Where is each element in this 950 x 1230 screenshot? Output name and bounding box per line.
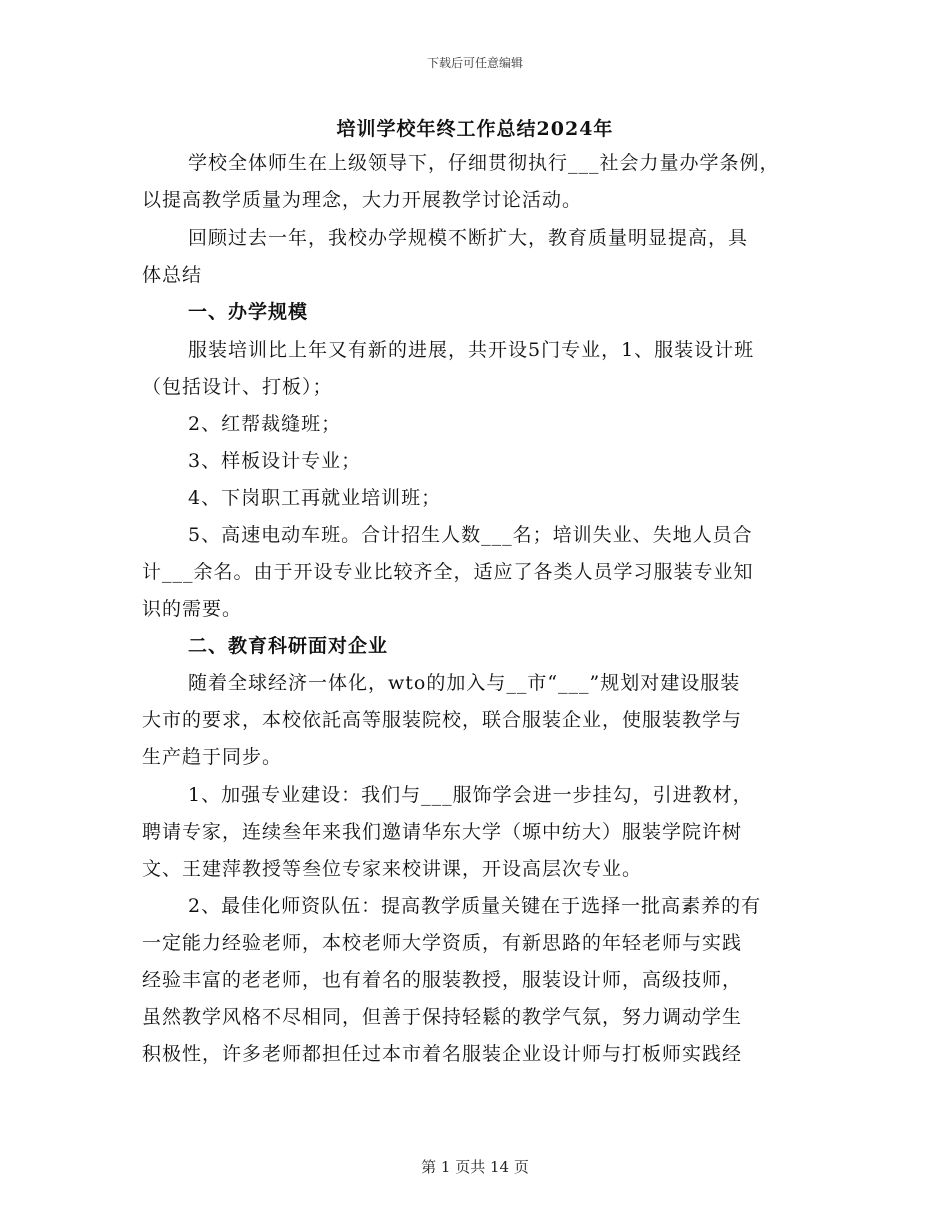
- paragraph-line: 随着全球经济一体化，wto的加入与__市“___”规划对建设服装: [188, 672, 741, 694]
- paragraph-line: （包括设计、打板）；: [142, 376, 333, 398]
- section-heading: 二、教育科研面对企业: [188, 635, 389, 657]
- paragraph-line: 生产趋于同步。: [142, 746, 283, 768]
- section-heading: 一、办学规模: [188, 301, 309, 323]
- paragraph-line: 以提高教学质量为理念，大力开展教学讨论活动。: [142, 189, 583, 211]
- document-title: 培训学校年终工作总结2024年: [336, 118, 614, 140]
- paragraph-line: 虽然教学风格不尽相同，但善于保持轻鬆的教学气氛，努力调动学生: [142, 1006, 743, 1028]
- page-number-footer: 第 1 页共 14 页: [421, 1158, 529, 1176]
- paragraph-line: 聘请专家，连续叁年来我们邀请华东大学（塬中纺大）服装学院许树: [142, 821, 743, 843]
- header-note: 下载后可任意编辑: [426, 56, 523, 70]
- paragraph-line: 服装培训比上年又有新的进展，共开设5门专业，1、服装设计班: [188, 339, 755, 361]
- paragraph-line: 计___余名。由于开设专业比较齐全，适应了各类人员学习服装专业知: [142, 561, 754, 583]
- list-item: 4、下岗职工再就业培训班；: [188, 487, 442, 509]
- list-item: 2、红帮裁缝班；: [188, 413, 342, 435]
- paragraph-line: 体总结: [142, 264, 203, 286]
- paragraph-line: 一定能力经验老师，本校老师大学资质，有新思路的年轻老师与实践: [142, 932, 743, 954]
- paragraph-line: 积极性，许多老师都担任过本市着名服装企业设计师与打板师实践经: [142, 1043, 743, 1065]
- paragraph-line: 文、王建萍教授等叁位专家来校讲课，开设高层次专业。: [142, 858, 643, 880]
- paragraph-line: 识的需要。: [142, 598, 243, 620]
- paragraph-line: 1、加强专业建设：我们与___服饰学会进一步挂勾，引进教材，: [188, 784, 753, 806]
- paragraph-line: 经验丰富的老老师，也有着名的服装教授，服装设计师，高级技师，: [142, 969, 743, 991]
- paragraph-line: 大市的要求，本校依託高等服装院校，联合服装企业，使服装教学与: [142, 709, 743, 731]
- list-item: 3、样板设计专业；: [188, 450, 362, 472]
- paragraph-line: 2、最佳化师资队伍：提高教学质量关键在于选择一批高素养的有: [188, 895, 762, 917]
- paragraph-line: 回顾过去一年，我校办学规模不断扩大，教育质量明显提高，具: [188, 227, 749, 249]
- paragraph-line: 学校全体师生在上级领导下，仔细贯彻执行___社会力量办学条例，: [188, 152, 780, 174]
- list-item: 5、高速电动车班。合计招生人数___名；培训失业、失地人员合: [188, 524, 753, 546]
